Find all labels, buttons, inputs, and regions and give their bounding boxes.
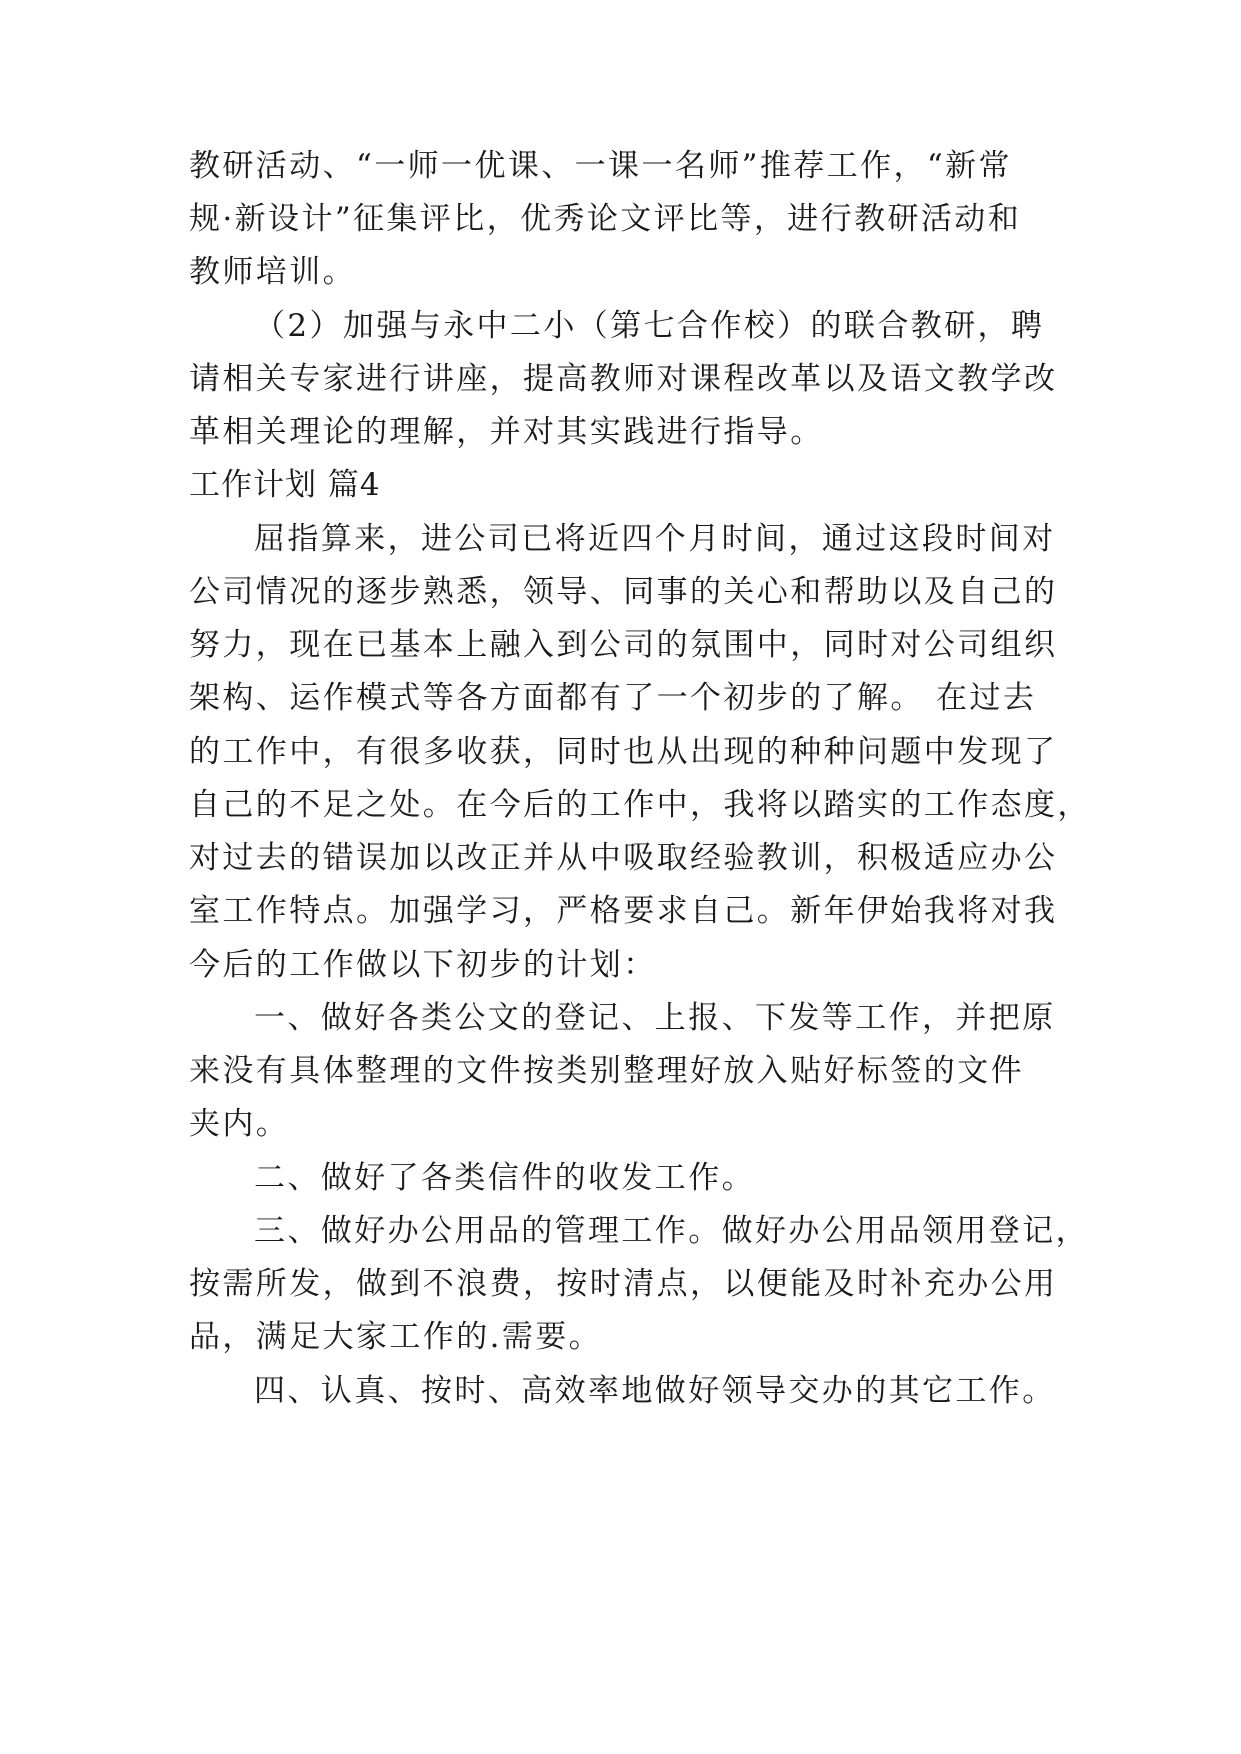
- paragraph-line: 来没有具体整理的文件按类别整理好放入贴好标签的文件: [189, 1053, 1024, 1089]
- paragraph-line: 规·新设计”征集评比，优秀论文评比等，进行教研活动和: [189, 201, 1022, 237]
- paragraph-line: 室工作特点。加强学习，严格要求自己。新年伊始我将对我: [189, 893, 1058, 929]
- paragraph-line: 对过去的错误加以改正并从中吸取经验教训，积极适应办公: [189, 840, 1058, 876]
- list-item: 一、做好各类公文的登记、上报、下发等工作，并把原: [254, 1000, 1056, 1036]
- paragraph-line: 革相关理论的理解，并对其实践进行指导。: [189, 414, 824, 450]
- paragraph-line: 请相关专家进行讲座，提高教师对课程改革以及语文教学改: [189, 361, 1058, 397]
- paragraph-line: 的工作中，有很多收获，同时也从出现的种种问题中发现了: [189, 734, 1058, 770]
- paragraph-line: 今后的工作做以下初步的计划：: [189, 947, 657, 983]
- paragraph-line: 品，满足大家工作的.需要。: [189, 1319, 603, 1355]
- paragraph-line: 架构、运作模式等各方面都有了一个初步的了解。 在过去: [189, 680, 1037, 716]
- paragraph-line: 公司情况的逐步熟悉，领导、同事的关心和帮助以及自己的: [189, 574, 1058, 610]
- paragraph-line: 教研活动、“一师一优课、一课一名师”推荐工作，“新常: [189, 148, 1012, 184]
- list-item: 三、做好办公用品的管理工作。做好办公用品领用登记，: [254, 1213, 1089, 1249]
- paragraph-line: 努力，现在已基本上融入到公司的氛围中，同时对公司组织: [189, 627, 1058, 663]
- paragraph-line: 屈指算来，进公司已将近四个月时间，通过这段时间对: [254, 521, 1056, 557]
- list-item: 二、做好了各类信件的收发工作。: [254, 1160, 755, 1196]
- paragraph-line: 教师培训。: [189, 254, 356, 290]
- paragraph-line: 夹内。: [189, 1106, 290, 1142]
- list-item: 四、认真、按时、高效率地做好领导交办的其它工作。: [254, 1373, 1056, 1409]
- paragraph-line: （2）加强与永中二小（第七合作校）的联合教研，聘: [254, 308, 1045, 344]
- section-heading: 工作计划 篇4: [189, 467, 381, 503]
- paragraph-line: 自己的不足之处。在今后的工作中，我将以踏实的工作态度，: [189, 787, 1091, 823]
- paragraph-line: 按需所发，做到不浪费，按时清点，以便能及时补充办公用: [189, 1266, 1058, 1302]
